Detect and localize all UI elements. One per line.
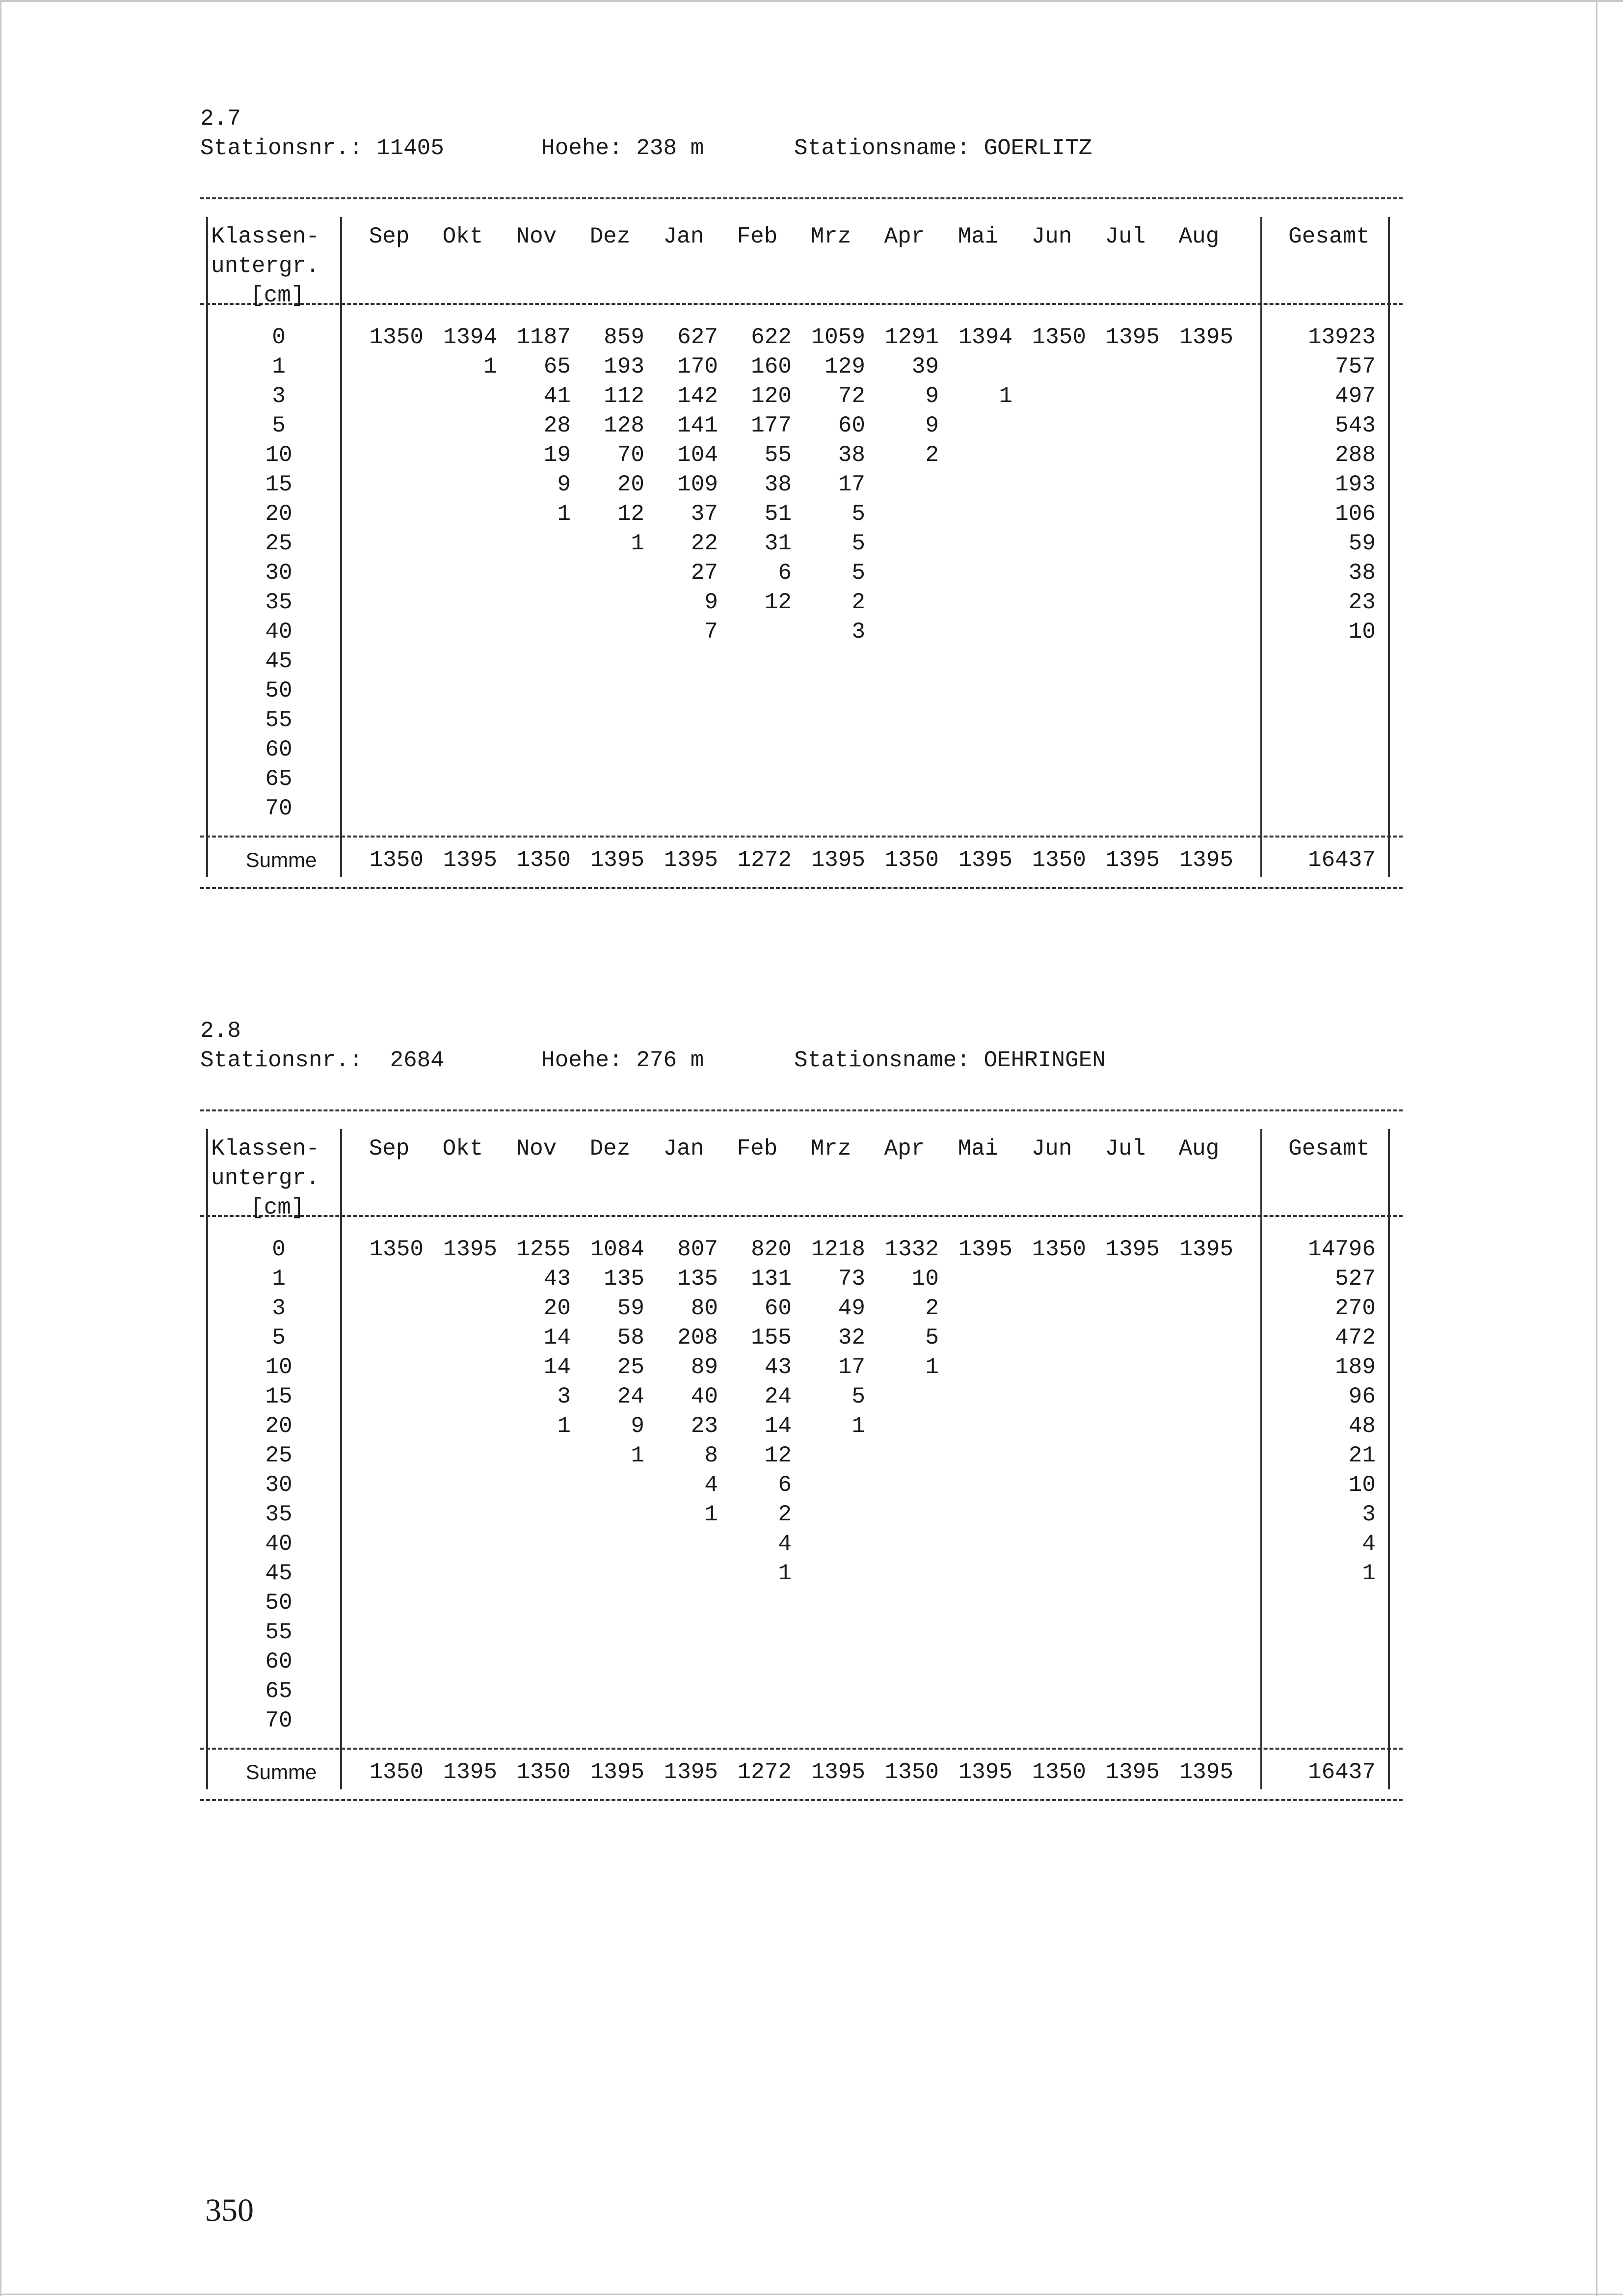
- class-label: 1: [272, 1266, 286, 1292]
- table-cell: 1394: [443, 324, 497, 350]
- column-header-okt: Okt: [442, 1136, 483, 1162]
- table-cell: 820: [751, 1237, 792, 1262]
- table-row: [200, 764, 1403, 794]
- section-number: 2.7: [200, 106, 241, 132]
- class-label: 5: [272, 413, 286, 438]
- class-label: 3: [272, 1296, 286, 1321]
- row-total: 497: [1335, 383, 1376, 409]
- summe-cell: 1395: [590, 1759, 644, 1785]
- table-cell: 1291: [884, 324, 939, 350]
- table-cell: 9: [557, 472, 571, 497]
- table-cell: 131: [751, 1266, 792, 1292]
- column-header-mrz: Mrz: [810, 224, 851, 249]
- table-rule: [200, 1748, 1403, 1750]
- klassen-header-line: untergr.: [211, 253, 319, 279]
- table-cell: 49: [838, 1296, 865, 1321]
- class-label: 40: [265, 619, 293, 645]
- table-cell: 60: [838, 413, 865, 438]
- table-cell: 55: [764, 442, 792, 468]
- table-cell: 1395: [958, 1237, 1012, 1262]
- table-cell: 1: [557, 1413, 571, 1439]
- station-elevation: Hoehe: 238 m: [541, 135, 704, 161]
- class-label: 35: [265, 1502, 293, 1527]
- table-rule: [200, 836, 1403, 837]
- table-cell: 128: [604, 413, 644, 438]
- summe-label: Summe: [245, 848, 317, 871]
- summe-cell: 1350: [1032, 1759, 1086, 1785]
- table-row: [200, 1235, 1403, 1264]
- table-row: [200, 676, 1403, 705]
- table-row: [200, 647, 1403, 676]
- table-cell: 104: [677, 442, 718, 468]
- table-row: [200, 794, 1403, 823]
- table-cell: 1059: [811, 324, 865, 350]
- table-cell: 1394: [958, 324, 1012, 350]
- table-rule: [200, 303, 1403, 305]
- row-total: 59: [1348, 531, 1376, 556]
- table-cell: 38: [838, 442, 865, 468]
- station-header: [200, 134, 1403, 163]
- summe-cell: 1395: [664, 1759, 718, 1785]
- table-cell: 25: [617, 1354, 644, 1380]
- class-label: 30: [265, 1472, 293, 1498]
- station-number: Stationsnr.: 2684: [200, 1048, 444, 1073]
- table-row: [200, 1559, 1403, 1588]
- row-total: 14796: [1307, 1237, 1376, 1262]
- station-section-goerlitz: [200, 104, 1403, 892]
- column-header-mrz: Mrz: [810, 1136, 851, 1162]
- table-cell: 51: [764, 501, 792, 527]
- row-total: 13923: [1307, 324, 1376, 350]
- table-row: [200, 617, 1403, 647]
- table-cell: 135: [677, 1266, 718, 1292]
- table-cell: 9: [925, 413, 939, 438]
- table-cell: 109: [677, 472, 718, 497]
- class-label: 20: [265, 1413, 293, 1439]
- class-label: 15: [265, 1384, 293, 1409]
- summe-row: [200, 845, 1403, 875]
- summe-cell: 1350: [369, 1759, 424, 1785]
- summe-cell: 1350: [1032, 847, 1086, 873]
- class-label: 30: [265, 560, 293, 586]
- row-total: 3: [1362, 1502, 1376, 1527]
- summe-total: 16437: [1307, 1759, 1376, 1785]
- table-cell: 12: [617, 501, 644, 527]
- table-cell: 1084: [590, 1237, 644, 1262]
- table-cell: 22: [691, 531, 718, 556]
- table-cell: 160: [751, 354, 792, 379]
- row-total: 270: [1335, 1296, 1376, 1321]
- table-rule: [200, 1109, 1403, 1111]
- table-cell: 1: [557, 501, 571, 527]
- summe-row: [200, 1757, 1403, 1787]
- row-total: 1: [1362, 1561, 1376, 1586]
- summe-cell: 1395: [443, 1759, 497, 1785]
- summe-cell: 1395: [1105, 1759, 1160, 1785]
- table-cell: 1332: [884, 1237, 939, 1262]
- summe-cell: 1350: [516, 1759, 571, 1785]
- table-cell: 73: [838, 1266, 865, 1292]
- column-header-jan: Jan: [663, 224, 704, 249]
- table-cell: 2: [851, 590, 865, 615]
- column-header-jan: Jan: [663, 1136, 704, 1162]
- table-row: [200, 558, 1403, 588]
- table-cell: 129: [825, 354, 865, 379]
- table-cell: 14: [543, 1354, 571, 1380]
- table-cell: 1: [999, 383, 1012, 409]
- table-cell: 31: [764, 531, 792, 556]
- row-total: 189: [1335, 1354, 1376, 1380]
- column-header-sep: Sep: [369, 1136, 410, 1162]
- summe-cell: 1350: [884, 1759, 939, 1785]
- table-cell: 5: [851, 1384, 865, 1409]
- row-total: 23: [1348, 590, 1376, 615]
- class-label: 20: [265, 501, 293, 527]
- class-label: 70: [265, 796, 293, 821]
- table-rule: [200, 1215, 1403, 1217]
- table-cell: 1395: [1179, 1237, 1233, 1262]
- table-cell: 5: [851, 560, 865, 586]
- column-header-feb: Feb: [737, 224, 778, 249]
- table-cell: 19: [543, 442, 571, 468]
- summe-cell: 1395: [1105, 847, 1160, 873]
- table-cell: 120: [751, 383, 792, 409]
- table-cell: 177: [751, 413, 792, 438]
- table-cell: 80: [691, 1296, 718, 1321]
- row-total: 38: [1348, 560, 1376, 586]
- summe-label: Summe: [245, 1760, 317, 1783]
- table-cell: 65: [543, 354, 571, 379]
- table-cell: 20: [617, 472, 644, 497]
- table-cell: 208: [677, 1325, 718, 1351]
- summe-cell: 1395: [1179, 1759, 1233, 1785]
- column-header-sep: Sep: [369, 224, 410, 249]
- table-cell: 807: [677, 1237, 718, 1262]
- table-rule: [200, 887, 1403, 889]
- row-total: 10: [1348, 1472, 1376, 1498]
- table-row: [200, 1352, 1403, 1382]
- table-row: [200, 1500, 1403, 1529]
- table-row: [200, 1411, 1403, 1441]
- table-cell: 1255: [516, 1237, 571, 1262]
- column-header-jul: Jul: [1105, 224, 1146, 249]
- klassen-header-line: untergr.: [211, 1165, 319, 1191]
- table-row: [200, 411, 1403, 440]
- table-cell: 14: [764, 1413, 792, 1439]
- class-label: 0: [272, 1237, 286, 1262]
- table-cell: 1: [925, 1354, 939, 1380]
- table-rule: [200, 197, 1403, 199]
- class-label: 45: [265, 648, 293, 674]
- summe-cell: 1395: [590, 847, 644, 873]
- class-label: 10: [265, 1354, 293, 1380]
- class-label: 50: [265, 1590, 293, 1616]
- table-cell: 70: [617, 442, 644, 468]
- table-row: [200, 1294, 1403, 1323]
- table-cell: 4: [778, 1531, 792, 1557]
- table-cell: 170: [677, 354, 718, 379]
- table-row: [200, 1529, 1403, 1559]
- summe-cell: 1395: [958, 847, 1012, 873]
- table-row: [200, 529, 1403, 558]
- class-label: 65: [265, 766, 293, 792]
- table-row: [200, 1441, 1403, 1470]
- row-total: 472: [1335, 1325, 1376, 1351]
- class-label: 25: [265, 1443, 293, 1468]
- table-cell: 112: [604, 383, 644, 409]
- table-cell: 17: [838, 1354, 865, 1380]
- table-cell: 2: [778, 1502, 792, 1527]
- klassen-header-line: Klassen-: [211, 224, 319, 249]
- column-header-jul: Jul: [1105, 1136, 1146, 1162]
- column-header-gesamt: Gesamt: [1288, 1136, 1370, 1162]
- table-cell: 43: [764, 1354, 792, 1380]
- column-header-apr: Apr: [884, 224, 925, 249]
- table-cell: 1: [631, 1443, 644, 1468]
- table-cell: 5: [851, 501, 865, 527]
- class-label: 35: [265, 590, 293, 615]
- summe-cell: 1395: [958, 1759, 1012, 1785]
- column-header-mai: Mai: [958, 224, 999, 249]
- table-cell: 41: [543, 383, 571, 409]
- class-label: 5: [272, 1325, 286, 1351]
- station-elevation: Hoehe: 276 m: [541, 1048, 704, 1073]
- table-cell: 2: [925, 1296, 939, 1321]
- table-row: [200, 1323, 1403, 1352]
- class-label: 55: [265, 707, 293, 733]
- scan-border-bottom: [0, 2294, 1623, 2295]
- class-label: 65: [265, 1678, 293, 1704]
- table-cell: 5: [851, 531, 865, 556]
- table-cell: 1350: [1032, 1237, 1086, 1262]
- column-header-mai: Mai: [958, 1136, 999, 1162]
- table-row: [200, 588, 1403, 617]
- table-cell: 193: [604, 354, 644, 379]
- class-label: 3: [272, 383, 286, 409]
- class-label: 60: [265, 737, 293, 762]
- table-row: [200, 352, 1403, 381]
- table-cell: 1395: [1179, 324, 1233, 350]
- station-name: Stationsname: OEHRINGEN: [794, 1048, 1106, 1073]
- row-total: 21: [1348, 1443, 1376, 1468]
- table-row: [200, 381, 1403, 411]
- table-cell: 58: [617, 1325, 644, 1351]
- row-total: 96: [1348, 1384, 1376, 1409]
- class-label: 45: [265, 1561, 293, 1586]
- table-cell: 17: [838, 472, 865, 497]
- scan-border-left: [0, 0, 1, 2296]
- table-row: [200, 1588, 1403, 1618]
- row-total: 10: [1348, 619, 1376, 645]
- table-row: [200, 1706, 1403, 1735]
- table-cell: 142: [677, 383, 718, 409]
- table-cell: 1: [778, 1561, 792, 1586]
- table-cell: 155: [751, 1325, 792, 1351]
- table-row: [200, 705, 1403, 735]
- class-label: 60: [265, 1649, 293, 1675]
- row-total: 4: [1362, 1531, 1376, 1557]
- page-number: 350: [205, 2192, 254, 2228]
- table-cell: 3: [851, 619, 865, 645]
- station-header: [200, 1046, 1403, 1075]
- table-cell: 38: [764, 472, 792, 497]
- table-row: [200, 323, 1403, 352]
- column-header-dez: Dez: [589, 1136, 631, 1162]
- table-cell: 627: [677, 324, 718, 350]
- class-label: 70: [265, 1708, 293, 1733]
- table-cell: 14: [543, 1325, 571, 1351]
- scan-border-right: [1596, 0, 1597, 2296]
- table-cell: 5: [925, 1325, 939, 1351]
- table-row: [200, 470, 1403, 499]
- row-total: 193: [1335, 472, 1376, 497]
- klassen-header-line: Klassen-: [211, 1136, 319, 1162]
- table-cell: 4: [704, 1472, 718, 1498]
- class-label: 1: [272, 354, 286, 379]
- table-cell: 60: [764, 1296, 792, 1321]
- column-header-feb: Feb: [737, 1136, 778, 1162]
- table-cell: 1395: [1105, 324, 1160, 350]
- table-cell: 12: [764, 590, 792, 615]
- table-cell: 3: [557, 1384, 571, 1409]
- table-cell: 24: [617, 1384, 644, 1409]
- scan-border-top: [0, 0, 1623, 2]
- table-cell: 622: [751, 324, 792, 350]
- class-label: 25: [265, 531, 293, 556]
- summe-cell: 1395: [664, 847, 718, 873]
- table-row: [200, 1382, 1403, 1411]
- row-total: 48: [1348, 1413, 1376, 1439]
- table-cell: 6: [778, 1472, 792, 1498]
- class-label: 50: [265, 678, 293, 703]
- table-cell: 32: [838, 1325, 865, 1351]
- column-header-apr: Apr: [884, 1136, 925, 1162]
- table-cell: 8: [704, 1443, 718, 1468]
- table-cell: 37: [691, 501, 718, 527]
- table-cell: 24: [764, 1384, 792, 1409]
- table-cell: 39: [911, 354, 939, 379]
- table-cell: 20: [543, 1296, 571, 1321]
- table-cell: 7: [704, 619, 718, 645]
- summe-cell: 1395: [1179, 847, 1233, 873]
- klassen-header: [211, 222, 344, 310]
- summe-cell: 1395: [811, 847, 865, 873]
- column-header-dez: Dez: [589, 224, 631, 249]
- table-cell: 23: [691, 1413, 718, 1439]
- column-header-aug: Aug: [1178, 1136, 1220, 1162]
- table-cell: 27: [691, 560, 718, 586]
- table-cell: 9: [704, 590, 718, 615]
- table-row: [200, 1647, 1403, 1676]
- table-cell: 1395: [443, 1237, 497, 1262]
- table-cell: 859: [604, 324, 644, 350]
- klassen-header: [211, 1134, 344, 1222]
- row-total: 757: [1335, 354, 1376, 379]
- snow-depth-table: [200, 1109, 1403, 1804]
- station-number: Stationsnr.: 11405: [200, 135, 444, 161]
- table-cell: 12: [764, 1443, 792, 1468]
- table-row: [200, 1618, 1403, 1647]
- row-total: 543: [1335, 413, 1376, 438]
- row-total: 288: [1335, 442, 1376, 468]
- table-cell: 1: [704, 1502, 718, 1527]
- column-header-nov: Nov: [516, 1136, 557, 1162]
- table-cell: 1350: [369, 1237, 424, 1262]
- row-total: 527: [1335, 1266, 1376, 1292]
- section-number: 2.8: [200, 1018, 241, 1044]
- table-cell: 135: [604, 1266, 644, 1292]
- table-row: [200, 1470, 1403, 1500]
- table-row: [200, 440, 1403, 470]
- summe-cell: 1350: [516, 847, 571, 873]
- klassen-header-line: [cm]: [250, 1195, 305, 1220]
- class-label: 40: [265, 1531, 293, 1557]
- column-header-aug: Aug: [1178, 224, 1220, 249]
- table-rule: [200, 1799, 1403, 1801]
- column-header-okt: Okt: [442, 224, 483, 249]
- class-label: 15: [265, 472, 293, 497]
- table-cell: 43: [543, 1266, 571, 1292]
- table-cell: 1: [851, 1413, 865, 1439]
- klassen-header-line: [cm]: [250, 283, 305, 308]
- class-label: 55: [265, 1620, 293, 1645]
- table-cell: 9: [925, 383, 939, 409]
- table-cell: 9: [631, 1413, 644, 1439]
- table-cell: 59: [617, 1296, 644, 1321]
- column-header-jun: Jun: [1031, 1136, 1072, 1162]
- column-header-nov: Nov: [516, 224, 557, 249]
- table-cell: 89: [691, 1354, 718, 1380]
- summe-total: 16437: [1307, 847, 1376, 873]
- table-cell: 1: [483, 354, 497, 379]
- class-label: 0: [272, 324, 286, 350]
- column-header-jun: Jun: [1031, 224, 1072, 249]
- station-section-oehringen: [200, 1016, 1403, 1804]
- table-row: [200, 499, 1403, 529]
- table-cell: 1: [631, 531, 644, 556]
- summe-cell: 1350: [369, 847, 424, 873]
- station-name: Stationsname: GOERLITZ: [794, 135, 1092, 161]
- table-cell: 2: [925, 442, 939, 468]
- table-cell: 6: [778, 560, 792, 586]
- table-cell: 10: [911, 1266, 939, 1292]
- summe-cell: 1272: [737, 1759, 792, 1785]
- summe-cell: 1395: [443, 847, 497, 873]
- summe-cell: 1395: [811, 1759, 865, 1785]
- summe-cell: 1350: [884, 847, 939, 873]
- table-cell: 141: [677, 413, 718, 438]
- table-cell: 1395: [1105, 1237, 1160, 1262]
- table-cell: 40: [691, 1384, 718, 1409]
- table-cell: 28: [543, 413, 571, 438]
- table-cell: 1350: [1032, 324, 1086, 350]
- class-label: 10: [265, 442, 293, 468]
- table-row: [200, 735, 1403, 764]
- table-cell: 1218: [811, 1237, 865, 1262]
- table-cell: 72: [838, 383, 865, 409]
- table-cell: 1350: [369, 324, 424, 350]
- column-header-gesamt: Gesamt: [1288, 224, 1370, 249]
- table-row: [200, 1264, 1403, 1294]
- snow-depth-table: [200, 197, 1403, 892]
- table-row: [200, 1676, 1403, 1706]
- table-cell: 1187: [516, 324, 571, 350]
- summe-cell: 1272: [737, 847, 792, 873]
- row-total: 106: [1335, 501, 1376, 527]
